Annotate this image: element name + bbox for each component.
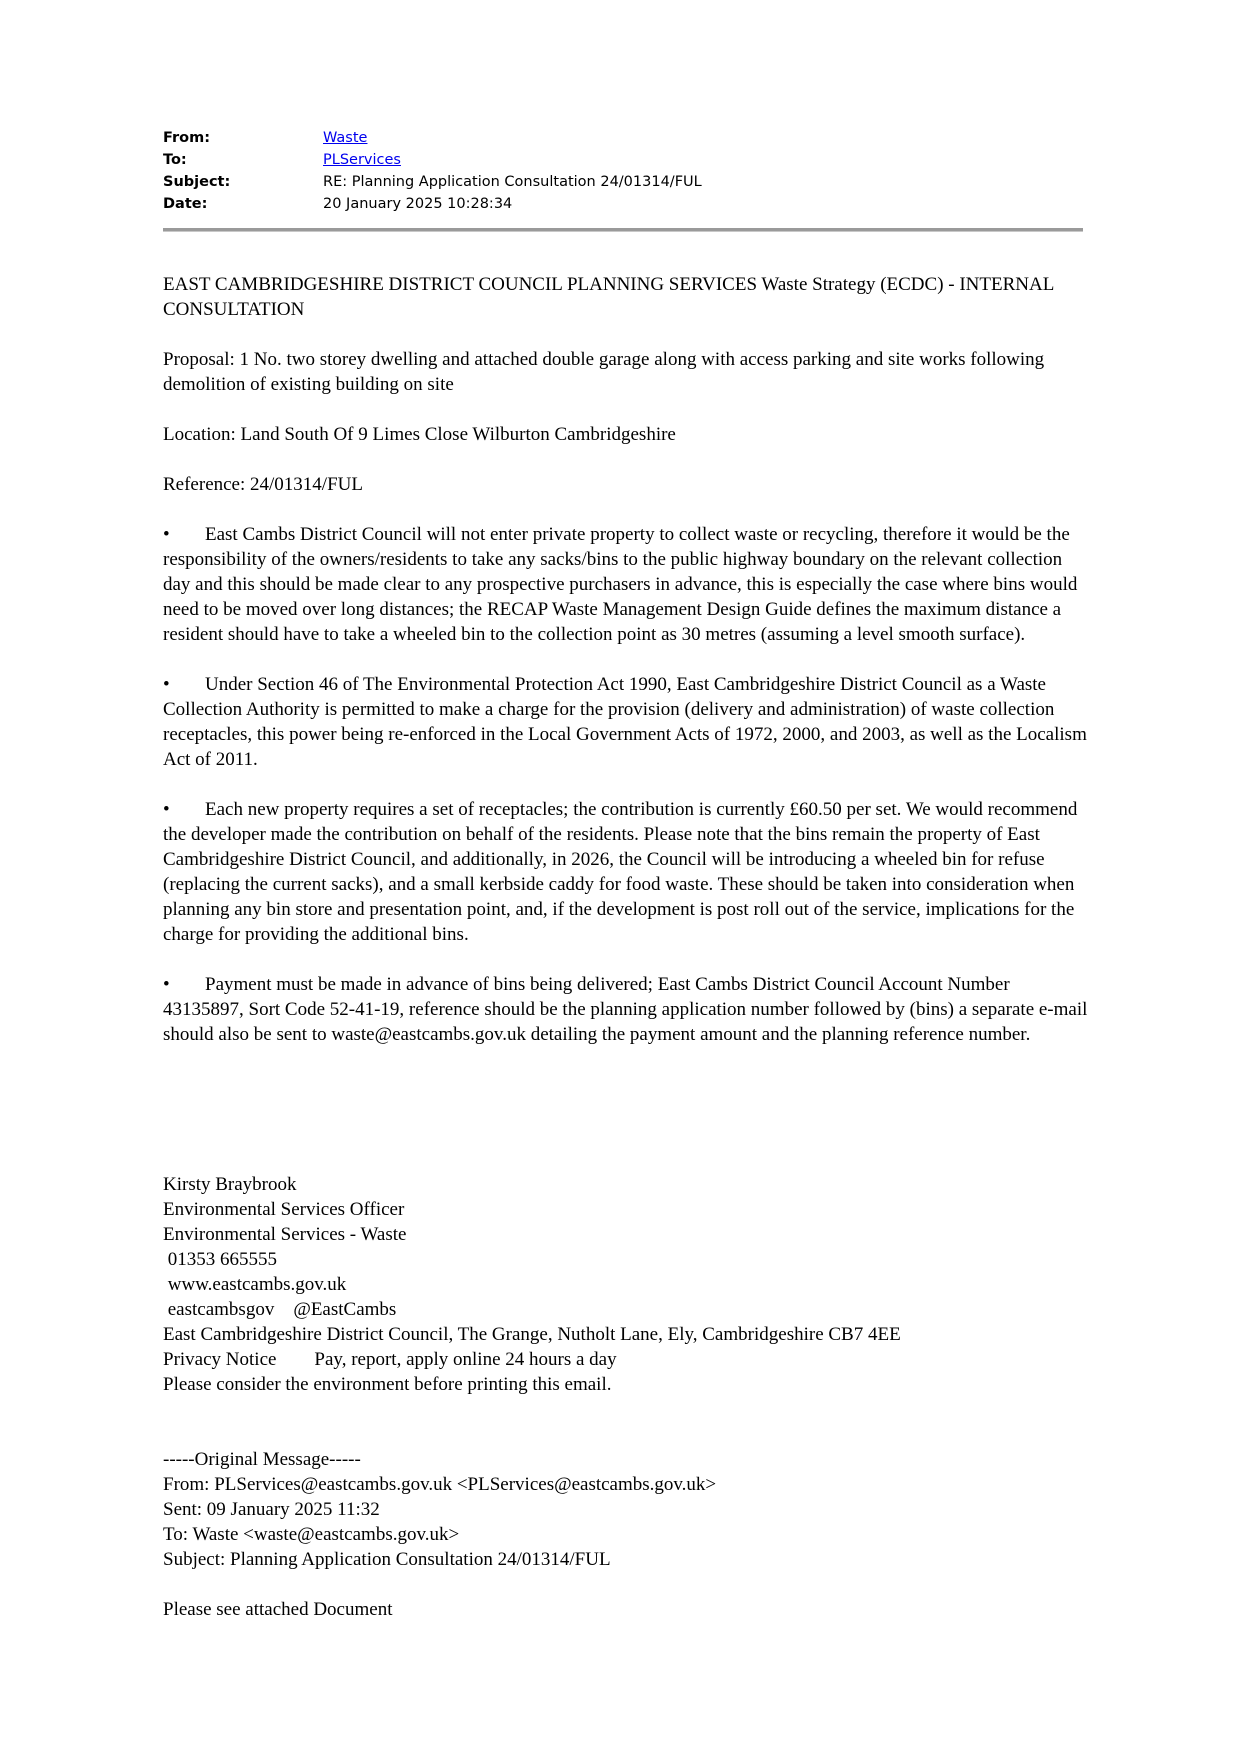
original-note: Please see attached Document xyxy=(163,1599,393,1620)
signature-phone: 01353 665555 xyxy=(163,1249,277,1270)
bullet-item xyxy=(163,522,1088,647)
signature-name: Kirsty Braybrook xyxy=(163,1174,297,1195)
location-text: Location: Land South Of 9 Limes Close Wilburton Cambridgeshire xyxy=(163,424,676,445)
signature-address: East Cambridgeshire District Council, The Grange, Nutholt Lane, Ely, Cambridgeshire CB7 4EE xyxy=(163,1324,901,1345)
bullet-icon: • xyxy=(163,674,170,695)
signature-website: www.eastcambs.gov.uk xyxy=(163,1274,347,1295)
date-value: 20 January 2025 10:28:34 xyxy=(323,196,513,212)
header-divider xyxy=(163,228,1083,232)
bullet-icon: • xyxy=(163,524,170,545)
email-body xyxy=(163,272,1088,1047)
bullet-text: Payment must be made in advance of bins being delivered; East Cambs District Council Account Number 43135897, Sort Code 52-41-19, reference should be the planning application number followed by (bins) a separate e-mail should also be sent to waste@eastcambs.gov.uk detailing the payment amount and the planning reference number. xyxy=(163,974,1088,1045)
bullet-text: East Cambs District Council will not enter private property to collect waste or recycling, therefore it would be the responsibility of the owners/residents to take any sacks/bins to the public highway boundary on the relevant collection day and this should be made clear to any prospective purchasers in advance, this is especially the case where bins would need to be moved over long distances; the RECAP Waste Management Design Guide defines the maximum distance a resident should have to take a wheeled bin to the collection point as 30 metres (assuming a level smooth surface). xyxy=(163,524,1078,645)
subject-value: RE: Planning Application Consultation 24/01314/FUL xyxy=(323,174,702,190)
original-to: To: Waste <waste@eastcambs.gov.uk> xyxy=(163,1524,460,1545)
from-link[interactable]: Waste xyxy=(323,130,368,146)
bullet-icon: • xyxy=(163,799,170,820)
original-separator: -----Original Message----- xyxy=(163,1449,361,1470)
signature-department: Environmental Services - Waste xyxy=(163,1224,407,1245)
date-row xyxy=(163,193,1083,215)
bullet-item xyxy=(163,672,1088,772)
from-label: From: xyxy=(163,130,210,146)
to-label: To: xyxy=(163,152,187,168)
bullet-icon: • xyxy=(163,974,170,995)
bullet-item xyxy=(163,797,1088,947)
signature-title: Environmental Services Officer xyxy=(163,1199,405,1220)
original-subject: Subject: Planning Application Consultation 24/01314/FUL xyxy=(163,1549,611,1570)
date-label: Date: xyxy=(163,196,208,212)
original-sent: Sent: 09 January 2025 11:32 xyxy=(163,1499,380,1520)
original-message xyxy=(163,1447,1088,1622)
bullet-text: Under Section 46 of The Environmental Protection Act 1990, East Cambridgeshire District Council as a Waste Collection Authority is permitted to make a charge for the provision (delivery and administration) of waste collection receptacles, this power being re-enforced in the Local Government Acts of 1972, 2000, and 2003, as well as the Localism Act of 2011. xyxy=(163,674,1087,770)
from-row xyxy=(163,127,1083,149)
subject-label: Subject: xyxy=(163,174,231,190)
consultation-heading: EAST CAMBRIDGESHIRE DISTRICT COUNCIL PLANNING SERVICES Waste Strategy (ECDC) - INTERNAL CONSULTATION xyxy=(163,274,1054,320)
signature-links: Privacy Notice Pay, report, apply online 24 hours a day xyxy=(163,1349,617,1370)
to-link[interactable]: PLServices xyxy=(323,152,401,168)
signature-environment-note: Please consider the environment before printing this email. xyxy=(163,1374,612,1395)
signature-block xyxy=(163,1172,1088,1397)
email-header xyxy=(163,127,1083,215)
subject-row xyxy=(163,171,1083,193)
reference-text: Reference: 24/01314/FUL xyxy=(163,474,363,495)
bullet-item xyxy=(163,972,1088,1047)
signature-social: eastcambsgov @EastCambs xyxy=(163,1299,397,1320)
to-row xyxy=(163,149,1083,171)
bullet-text: Each new property requires a set of receptacles; the contribution is currently £60.50 per set. We would recommend the developer made the contribution on behalf of the residents. Please note that the bins remain the property of East Cambridgeshire District Council, and additionally, in 2026, the Council will be introducing a wheeled bin for refuse (replacing the current sacks), and a small kerbside caddy for food waste. These should be taken into consideration when planning any bin store and presentation point, and, if the development is post roll out of the service, implications for the charge for providing the additional bins. xyxy=(163,799,1078,945)
original-from: From: PLServices@eastcambs.gov.uk <PLServices@eastcambs.gov.uk> xyxy=(163,1474,717,1495)
proposal-text: Proposal: 1 No. two storey dwelling and attached double garage along with access parking and site works following demolition of existing building on site xyxy=(163,349,1045,395)
